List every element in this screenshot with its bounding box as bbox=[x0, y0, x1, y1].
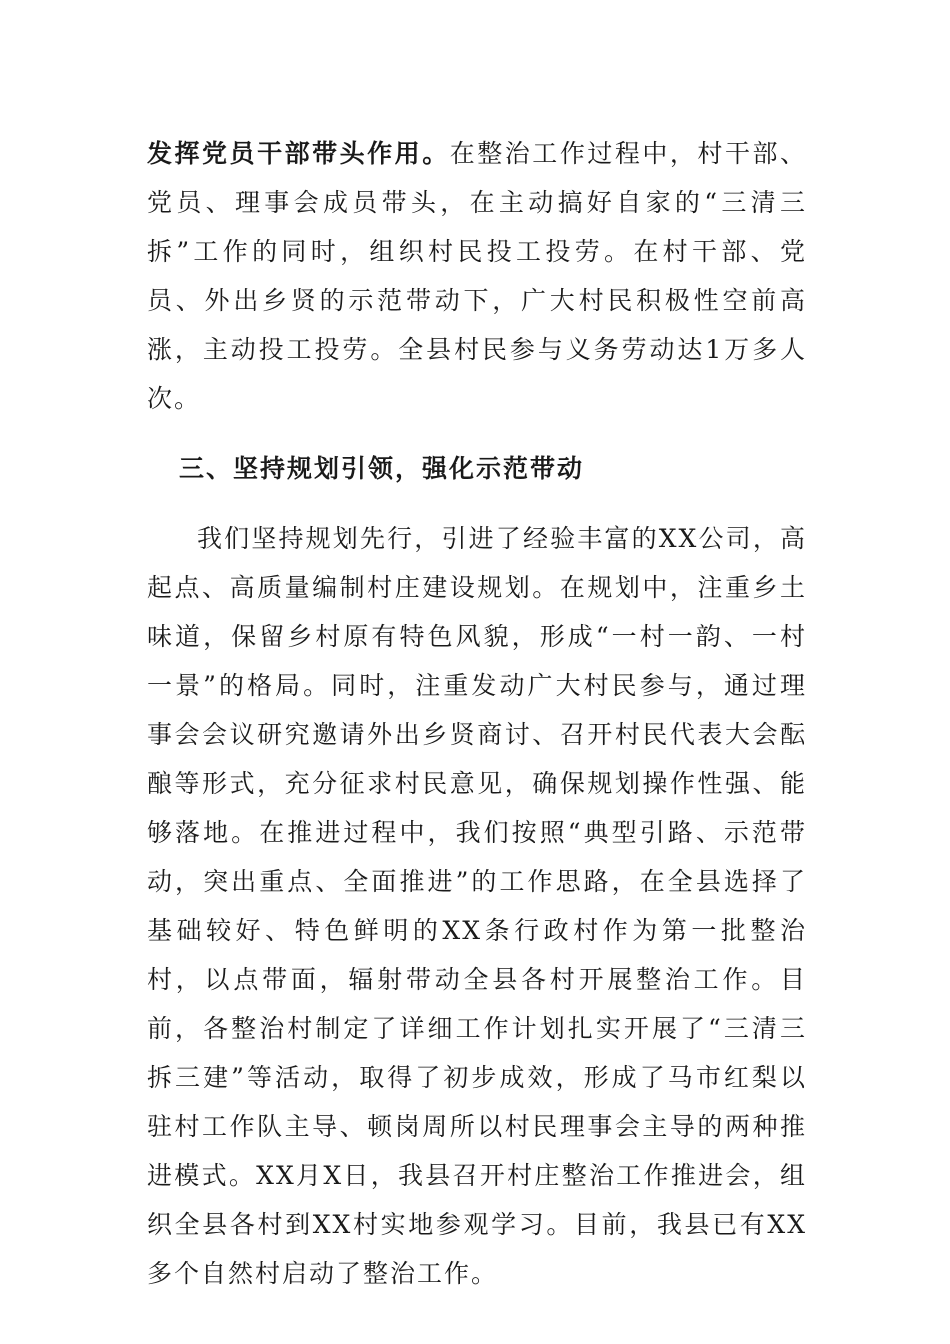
document-body bbox=[147, 129, 807, 1298]
paragraph-party-members bbox=[147, 129, 807, 423]
paragraph-body-text: 在整治工作过程中，村干部、党员、理事会成员带头，在主动搞好自家的“三清三拆”工作的同时，组织村民投工投劳。在村干部、党员、外出乡贤的示范带动下，广大村民积极性空前高涨，主动投工投劳。全县村民参与义务劳动达1万多人次。 bbox=[147, 139, 807, 413]
paragraph-lead-sentence: 发挥党员干部带头作用。 bbox=[147, 139, 450, 168]
section-heading: 三、坚持规划引领，强化示范带动 bbox=[179, 454, 585, 483]
paragraph-planning: 我们坚持规划先行，引进了经验丰富的XX公司，高起点、高质量编制村庄建设规划。在规划中，注重乡土味道，保留乡村原有特色风貌，形成“一村一韵、一村一景”的格局。同时，注重发动广大村民参与，通过理事会会议研究邀请外出乡贤商讨、召开村民代表大会酝酿等形式，充分征求村民意见，确保规划操作性强、能够落地。在推进过程中，我们按照“典型引路、示范带动，突出重点、全面推进”的工作思路，在全县选择了基础较好、特色鲜明的XX条行政村作为第一批整治村，以点带面，辐射带动全县各村开展整治工作。目前，各整治村制定了详细工作计划扎实开展了“三清三拆三建”等活动，取得了初步成效，形成了马市红梨以驻村工作队主导、顿岗周所以村民理事会主导的两种推进模式。XX月X日，我县召开村庄整治工作推进会，组织全县各村到XX村实地参观学习。目前，我县已有XX多个自然村启动了整治工作。 bbox=[147, 524, 807, 1288]
